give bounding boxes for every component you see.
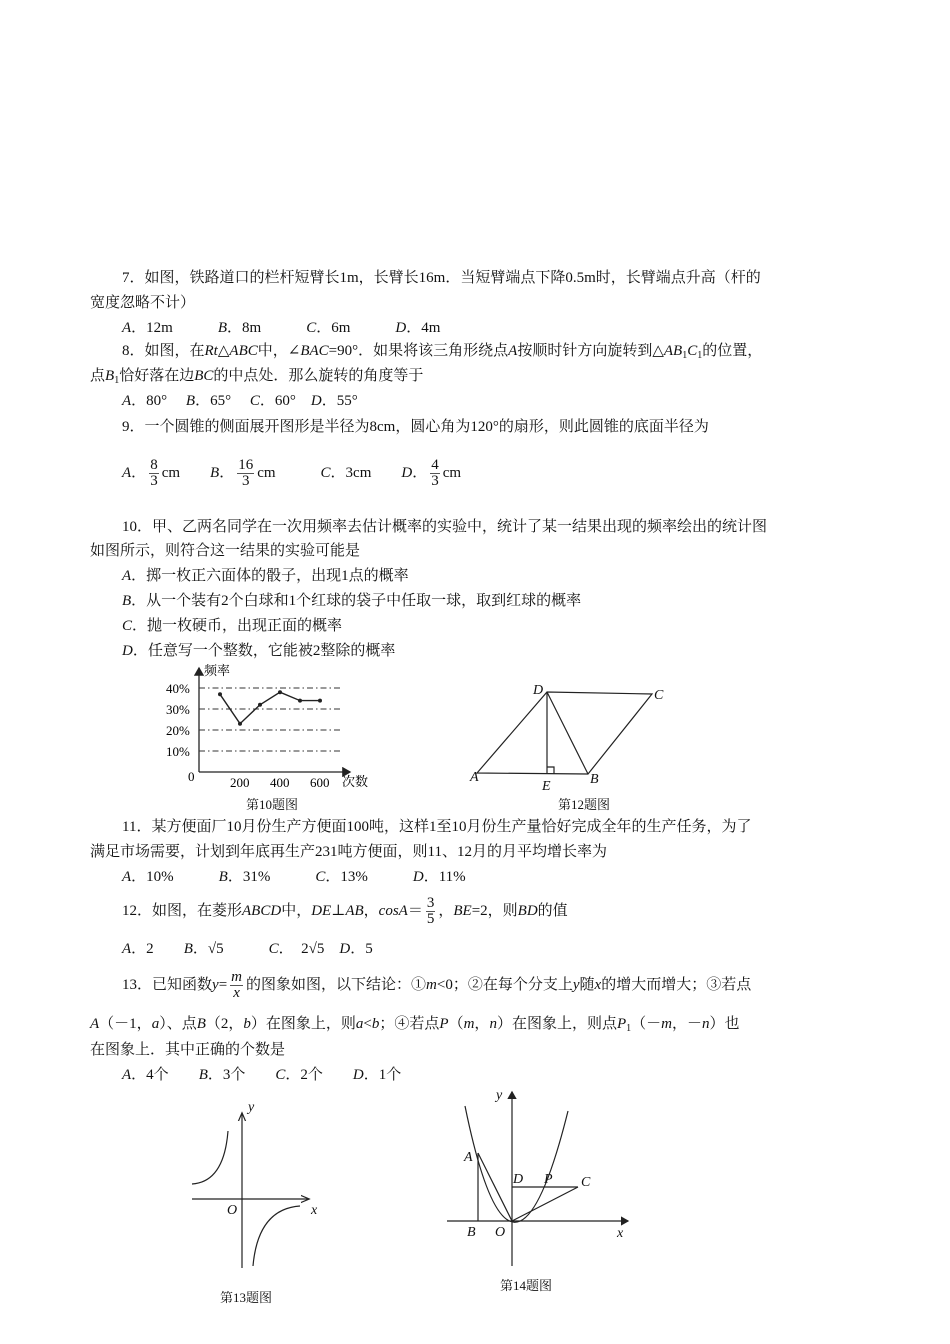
text-segment: 13．已知函数 (122, 976, 213, 993)
text-segment: ＝ (407, 902, 423, 919)
text-segment: C (275, 1067, 286, 1083)
text-segment: ．65° (195, 393, 250, 409)
parabola (465, 1106, 568, 1222)
numerator: 3 (426, 895, 435, 911)
text-segment: B (217, 320, 228, 336)
text-segment: C (268, 941, 279, 957)
y-label: y (496, 1088, 503, 1103)
numerator: 16 (238, 457, 254, 473)
text-segment: 1 (114, 375, 120, 386)
figure12-caption: 第12题图 (558, 797, 611, 812)
text-segment: B (183, 941, 193, 957)
text-segment: C (320, 464, 331, 481)
hyperbola-figure (192, 1114, 308, 1268)
text-segment: b (243, 1016, 251, 1032)
text-segment: C (687, 343, 698, 359)
text-segment: 满足市场需要，计划到年底再生产231吨方便面，则11、12月的月平均增长率为 (90, 844, 607, 860)
text-segment: ．从一个装有2个白球和1个红球的袋子中任取一球，取到红球的概率 (131, 593, 582, 609)
text-segment: m (661, 1016, 672, 1032)
text-segment: b (371, 1016, 380, 1032)
text-segment: D (401, 464, 413, 481)
text-segment: C (122, 618, 133, 634)
text-segment: cosA (378, 902, 408, 919)
text-segment: ．11% (423, 869, 466, 885)
text-segment: 在图象上．其中正确的个数是 (90, 1042, 286, 1058)
text-segment: =2，则 (471, 902, 518, 919)
figure10-caption: 第10题图 (246, 797, 299, 812)
text-segment: C (315, 869, 326, 885)
text-segment: ． (219, 464, 235, 481)
text-segment: ．60° (259, 393, 311, 409)
lower-right-branch (253, 1206, 300, 1266)
label-p: P (544, 1172, 553, 1187)
label-a: A (470, 770, 479, 785)
frequency-chart (166, 663, 368, 790)
text-segment: ．掷一枚正六面体的骰子，出现1点的概率 (131, 568, 409, 584)
numerator: 8 (150, 457, 158, 473)
denominator: x (233, 985, 240, 1001)
x-tick-label: 200 (230, 775, 250, 790)
text-segment: D (339, 941, 351, 957)
text-segment: BC (194, 368, 214, 384)
text-segment: （2， (205, 1016, 244, 1032)
text-segment: 的增大而增大；③若点 (601, 976, 752, 993)
text-segment: ．4m (406, 320, 441, 336)
text-segment: B (198, 1067, 208, 1083)
text-segment: ．2 (131, 941, 184, 957)
label-c: C (581, 1175, 591, 1190)
text-segment: 1 (626, 1023, 632, 1034)
text-segment: ．5 (350, 941, 373, 957)
label-d: D (513, 1172, 524, 1187)
text-segment: B (122, 593, 132, 609)
figure13-caption: 第13题图 (220, 1290, 273, 1305)
x-label: x (617, 1226, 624, 1241)
text-segment: C (306, 320, 317, 336)
text-segment: 1 (697, 350, 703, 361)
y-tick-label: 10% (166, 744, 190, 759)
text-segment: ）也 (709, 1016, 740, 1032)
upper-left-branch (192, 1131, 228, 1184)
data-point (218, 692, 222, 696)
denominator: 5 (426, 911, 435, 927)
y-tick-label: 20% (166, 723, 190, 738)
text-segment: ．3个 (207, 1067, 276, 1083)
text-segment: 11．某方便面厂10月份生产方便面100吨，这样1至10月份生产量恰好完成全年的生产任务，为了 (122, 819, 752, 835)
text-segment: ABC (229, 343, 258, 359)
denominator: 3 (150, 473, 158, 489)
text-segment: D (395, 320, 407, 336)
numerator: 4 (431, 457, 439, 473)
rhombus-figure (477, 692, 652, 774)
text-segment: A (508, 343, 518, 359)
text-segment: B (210, 464, 220, 481)
data-point (298, 699, 302, 703)
text-segment: 12．如图，在菱形 (122, 902, 243, 919)
text-segment: （－ (631, 1016, 662, 1032)
label-b: B (590, 772, 599, 787)
text-segment: ．3cm (330, 464, 402, 481)
text-segment: ， (438, 902, 454, 919)
text-segment: m (426, 976, 437, 993)
text-segment: 按顺时针方向旋转到△ (517, 343, 664, 359)
text-segment: 中，∠ (257, 343, 301, 359)
data-point (238, 722, 242, 726)
text-segment: A (90, 1016, 100, 1032)
text-segment: 的图象如图，以下结论：① (246, 976, 427, 993)
text-segment: = (218, 976, 228, 993)
text-segment: ，－ (671, 1016, 702, 1032)
text-segment: 的中点处．那么旋转的角度等于 (213, 368, 424, 384)
x-label: x (311, 1203, 318, 1218)
y-tick-label: 40% (166, 681, 190, 696)
label-c: C (654, 688, 664, 703)
text-segment: ）在图象上，则 (250, 1016, 356, 1032)
text-segment: ．4个 (131, 1067, 199, 1083)
text-segment: 恰好落在边 (119, 368, 195, 384)
text-segment: n (489, 1016, 497, 1032)
text-segment: A (122, 869, 132, 885)
text-segment: n (702, 1016, 710, 1032)
text-segment: D (412, 869, 424, 885)
text-segment: 的值 (537, 902, 568, 919)
x-tick-label: 600 (310, 775, 330, 790)
y-axis-label: 频率 (204, 663, 231, 678)
text-segment: ．8m (227, 320, 307, 336)
text-segment: 7．如图，铁路道口的栏杆短臂长1m，长臂长16m．当短臂端点下降0.5m时，长臂端点升高（杆的 (122, 270, 761, 286)
text-segment: cm (257, 464, 321, 481)
text-segment: P (439, 1016, 449, 1032)
text-segment: ．80° (131, 393, 186, 409)
text-segment: 1 (682, 350, 688, 361)
segment-db (547, 692, 588, 774)
text-segment: A (122, 941, 132, 957)
label-b: B (467, 1225, 476, 1240)
text-segment: ．6m (316, 320, 396, 336)
y-tick-label: 30% (166, 702, 190, 717)
label-o: O (495, 1225, 506, 1240)
text-segment: ABCD (242, 902, 282, 919)
text-segment: 如图所示，则符合这一结果的实验可能是 (90, 543, 361, 559)
text-segment: Rt (204, 343, 218, 359)
text-segment: y (572, 976, 580, 993)
label-e: E (542, 779, 551, 794)
origin-label: O (227, 1203, 238, 1218)
text-segment: ．31% (227, 869, 316, 885)
text-segment: P (616, 1016, 627, 1032)
text-segment: 的位置， (702, 343, 763, 359)
text-segment: B (105, 368, 115, 384)
text-segment: B (218, 869, 228, 885)
text-segment: ⊥ (331, 902, 346, 919)
text-segment: ）在图象上，则点 (496, 1016, 617, 1032)
text-segment: A (122, 568, 132, 584)
text-segment: D (310, 393, 322, 409)
text-segment: 宽度忽略不计） (90, 295, 196, 311)
text-segment: B (196, 1016, 206, 1032)
text-segment: BD (517, 902, 538, 919)
text-segment: ；④若点 (379, 1016, 440, 1032)
label-a: A (464, 1150, 473, 1165)
text-segment: 9．一个圆锥的侧面展开图形是半径为8cm，圆心角为120°的扇形，则此圆锥的底面半径为 (122, 419, 709, 435)
segment-oc (512, 1187, 578, 1221)
y-label: y (248, 1100, 255, 1115)
text-segment: AB (345, 902, 364, 919)
text-segment: 点 (90, 368, 106, 384)
text-segment: D (352, 1067, 364, 1083)
text-segment: ．抛一枚硬币，出现正面的概率 (132, 618, 343, 634)
figure14-caption: 第14题图 (500, 1278, 553, 1293)
text-segment: ．12m (131, 320, 218, 336)
data-point (258, 703, 262, 707)
segment-ao (478, 1153, 512, 1221)
right-angle-mark (547, 767, 554, 774)
frequency-line (220, 692, 320, 724)
text-segment: cm (161, 464, 211, 481)
text-segment: △ (217, 343, 230, 359)
text-segment: ．√5 (192, 941, 269, 957)
text-segment: （－1， (99, 1016, 152, 1032)
text-segment: <0；②在每个分支上 (436, 976, 573, 993)
text-segment: 10．甲、乙两名同学在一次用频率去估计概率的实验中，统计了某一结果出现的频率绘出的统计图 (122, 519, 768, 535)
text-segment: ， (474, 1016, 490, 1032)
denominator: 3 (431, 473, 439, 489)
text-segment: B (185, 393, 196, 409)
text-segment: ．13% (325, 869, 413, 885)
origin-label: 0 (188, 769, 195, 784)
text-segment: ．2个 (285, 1067, 353, 1083)
text-segment: ．10% (131, 869, 219, 885)
denominator: 3 (241, 473, 250, 489)
text-segment: A (122, 1067, 132, 1083)
rhombus-abcd (477, 692, 652, 774)
text-segment: m (463, 1016, 475, 1032)
text-segment: < (363, 1016, 372, 1032)
x-axis-label: 次数 (342, 774, 369, 789)
text-segment: ， (363, 902, 379, 919)
text-segment: 中， (281, 902, 312, 919)
text-segment: a (151, 1016, 160, 1032)
text-segment: ）、点 (159, 1016, 197, 1032)
text-segment: D (122, 643, 133, 659)
text-segment: ．55° (321, 393, 358, 409)
data-point (278, 690, 282, 694)
text-segment: cm (442, 464, 462, 481)
text-segment: =90°．如果将该三角形绕点 (328, 343, 509, 359)
text-segment: ． (412, 464, 428, 481)
x-tick-label: 400 (270, 775, 290, 790)
label-d: D (533, 683, 544, 698)
text-segment: AB (663, 343, 683, 359)
text-segment: x (594, 976, 602, 993)
data-point (318, 699, 322, 703)
text-segment: A (122, 320, 132, 336)
text-segment: C (249, 393, 260, 409)
text-segment: ．任意写一个整数，它能被2整除的概率 (132, 643, 396, 659)
text-segment: 8．如图，在 (122, 343, 205, 359)
text-segment: ． (131, 464, 147, 481)
text-segment: DE (311, 902, 332, 919)
text-segment: A (122, 464, 132, 481)
text-segment: BAC (300, 343, 329, 359)
text-segment: ． 2√5 (278, 941, 340, 957)
text-segment: 随 (579, 976, 595, 993)
text-segment: A (122, 393, 132, 409)
text-segment: y (212, 976, 219, 993)
numerator: m (231, 969, 242, 985)
text-segment: BE (453, 902, 472, 919)
text-segment: ．1个 (363, 1067, 402, 1083)
text-segment: （ (448, 1016, 464, 1032)
text-segment: a (355, 1016, 364, 1032)
